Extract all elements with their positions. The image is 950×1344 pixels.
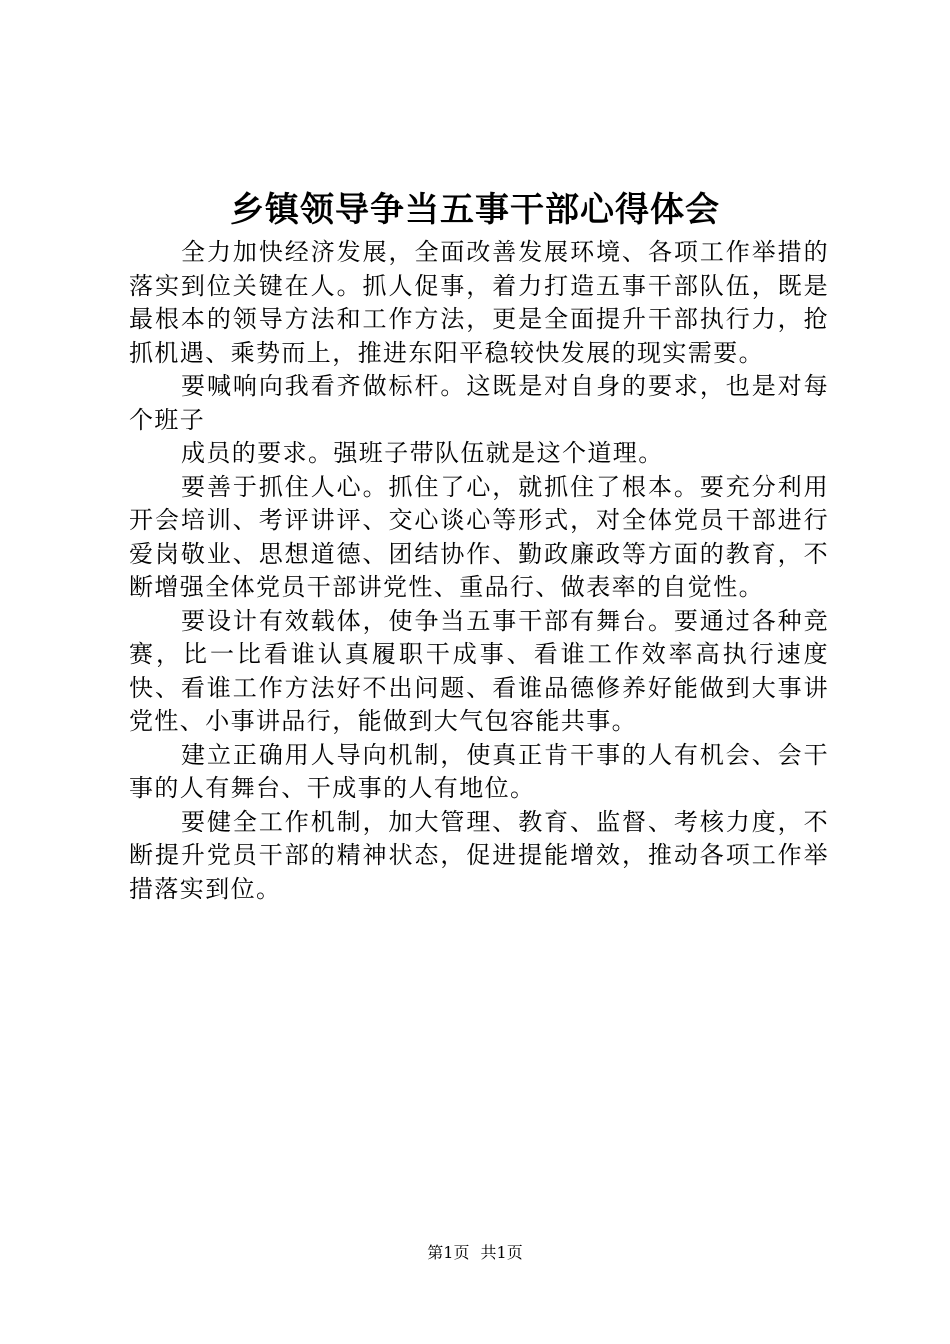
paragraph-6: 建立正确用人导向机制，使真正肯干事的人有机会、会干事的人有舞台、干成事的人有地位。	[129, 740, 829, 802]
document-title: 乡镇领导争当五事干部心得体会	[230, 190, 720, 230]
page-total: 共1页	[480, 1243, 523, 1262]
paragraph-1: 全力加快经济发展，全面改善发展环境、各项工作举措的落实到位关键在人。抓人促事，着力打造五事干部队伍，既是最根本的领导方法和工作方法，更是全面提升干部执行力，抢抓机遇、乘势而上，推进东阳平稳较快发展的现实需要。	[129, 238, 829, 367]
paragraph-3: 成员的要求。强班子带队伍就是这个道理。	[181, 439, 664, 467]
paragraph-2: 要喊响向我看齐做标杆。这既是对自身的要求，也是对每个班子	[129, 372, 829, 434]
paragraph-4: 要善于抓住人心。抓住了心，就抓住了根本。要充分利用开会培训、考评讲评、交心谈心等形式，对全体党员干部进行爱岗敬业、思想道德、团结协作、勤政廉政等方面的教育，不断增强全体党员干部讲党性、重品行、做表率的自觉性。	[129, 472, 829, 601]
page-footer	[0, 1242, 950, 1264]
document-body	[129, 236, 829, 906]
page-number: 第1页	[427, 1243, 470, 1262]
paragraph-7: 要健全工作机制，加大管理、教育、监督、考核力度，不断提升党员干部的精神状态，促进提能增效，推动各项工作举措落实到位。	[129, 807, 829, 903]
paragraph-5: 要设计有效载体，使争当五事干部有舞台。要通过各种竞赛，比一比看谁认真履职干成事、看谁工作效率高执行速度快、看谁工作方法好不出问题、看谁品德修养好能做到大事讲党性、小事讲品行，能做到大气包容能共事。	[129, 606, 829, 735]
